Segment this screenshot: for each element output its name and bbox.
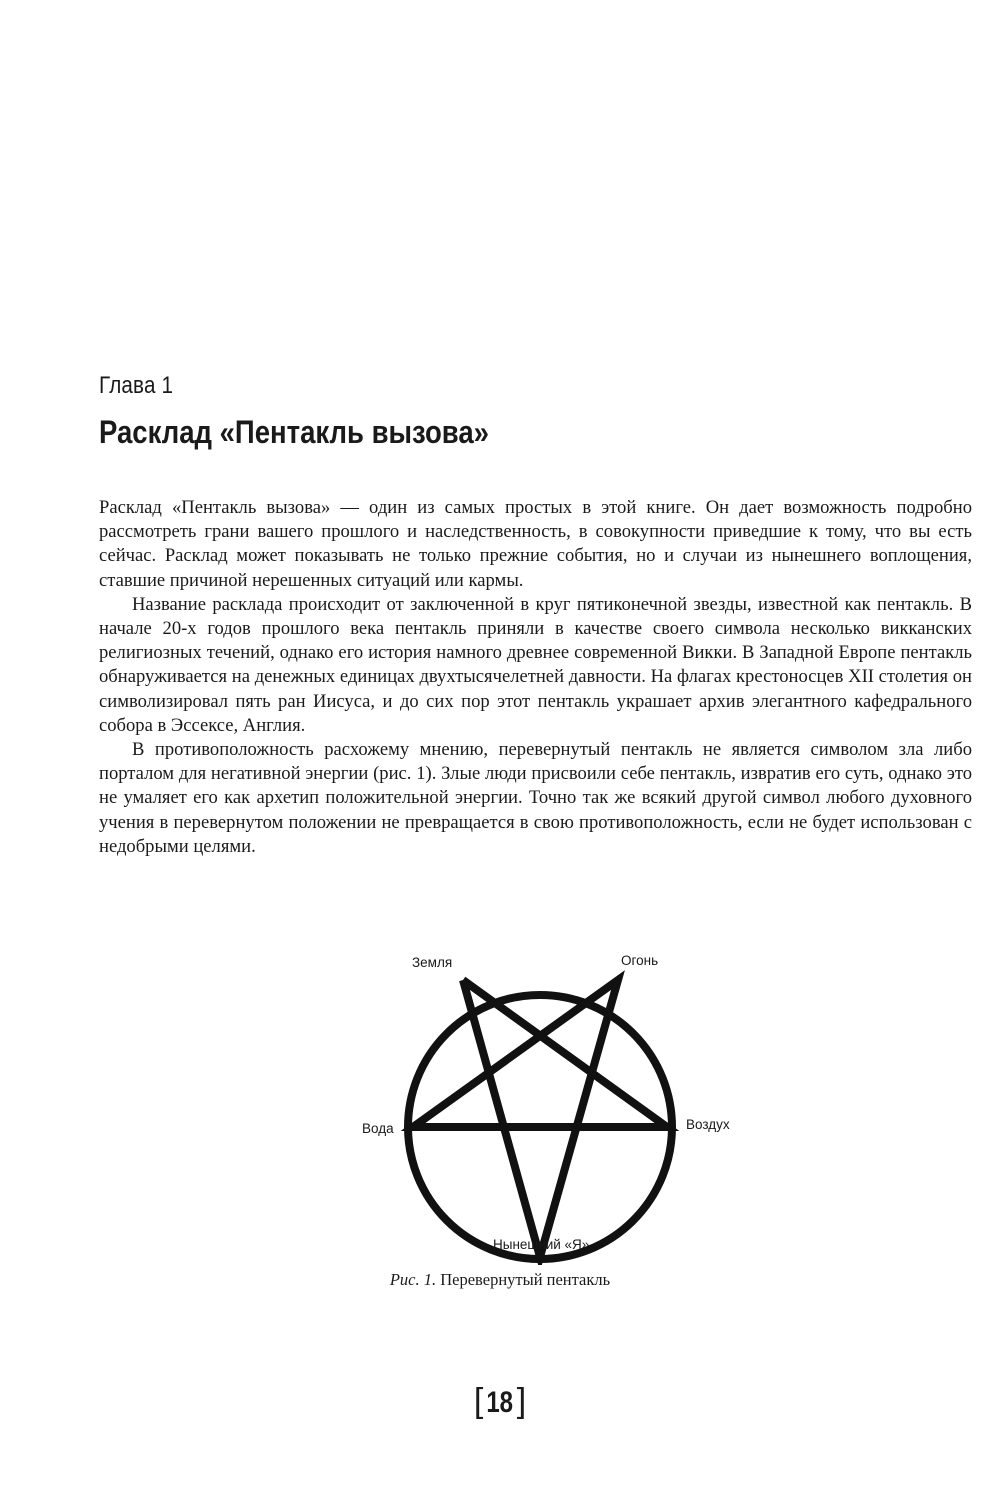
page-number-value: 18 xyxy=(486,1386,514,1419)
caption-text: Перевернутый пентакль xyxy=(440,1270,611,1289)
page-number: [ 18] xyxy=(473,1382,527,1420)
paragraph-3: В противоположность расхожему мнению, перевернутый пентакль не является символом зла либо порталом для негативной энергии (рис. 1). Злые люди присвоили себе пентакль, извратив его суть, однако это не умаляет его как архетип положительной энергии. Точно так же всякий другой символ любого духовного учения в перевернутом положении не превращается в свою противоположность, если не будет использован с недобрыми целями. xyxy=(99,739,972,857)
inverted-pentacle-figure xyxy=(350,945,750,1265)
label-present-self: Нынешний «Я» xyxy=(493,1237,590,1252)
label-fire: Огонь xyxy=(621,953,659,968)
label-earth: Земля xyxy=(412,955,453,970)
chapter-label: Глава 1 xyxy=(99,372,174,399)
pentacle-star xyxy=(413,980,667,1257)
label-water: Вода xyxy=(362,1121,394,1136)
figure-caption xyxy=(0,1270,1000,1290)
caption-number: Рис. 1. xyxy=(389,1270,437,1289)
label-air: Воздух xyxy=(686,1117,730,1132)
paragraph-2: Название расклада происходит от заключенной в круг пятиконечной звезды, известной как пентакль. В начале 20-х годов прошлого века пентакль приняли в качестве своего символа несколько викканских религиозных течений, однако его история намного древнее современной Викки. В Западной Европе пентакль обнаруживается на денежных единицах двухтысячелетней давности. На флагах крестоносцев XII столетия он символизировал пять ран Иисуса, и до сих пор этот пентакль украшает архив элегантного кафедрального собора в Эссексе, Англия. xyxy=(99,593,972,736)
chapter-title: Расклад «Пентакль вызова» xyxy=(99,414,489,450)
pentacle-drawing xyxy=(350,945,750,1265)
paragraph-1: Расклад «Пентакль вызова» — один из самых простых в этой книге. Он дает возможность подробно рассмотреть грани вашего прошлого и наследственность, в совокупности приведшие к тому, что вы есть сейчас. Расклад может показывать не только прежние события, но и случаи из нынешнего воплощения, ставшие причиной нерешенных ситуаций или кармы. xyxy=(99,497,972,591)
body-text xyxy=(99,496,972,859)
